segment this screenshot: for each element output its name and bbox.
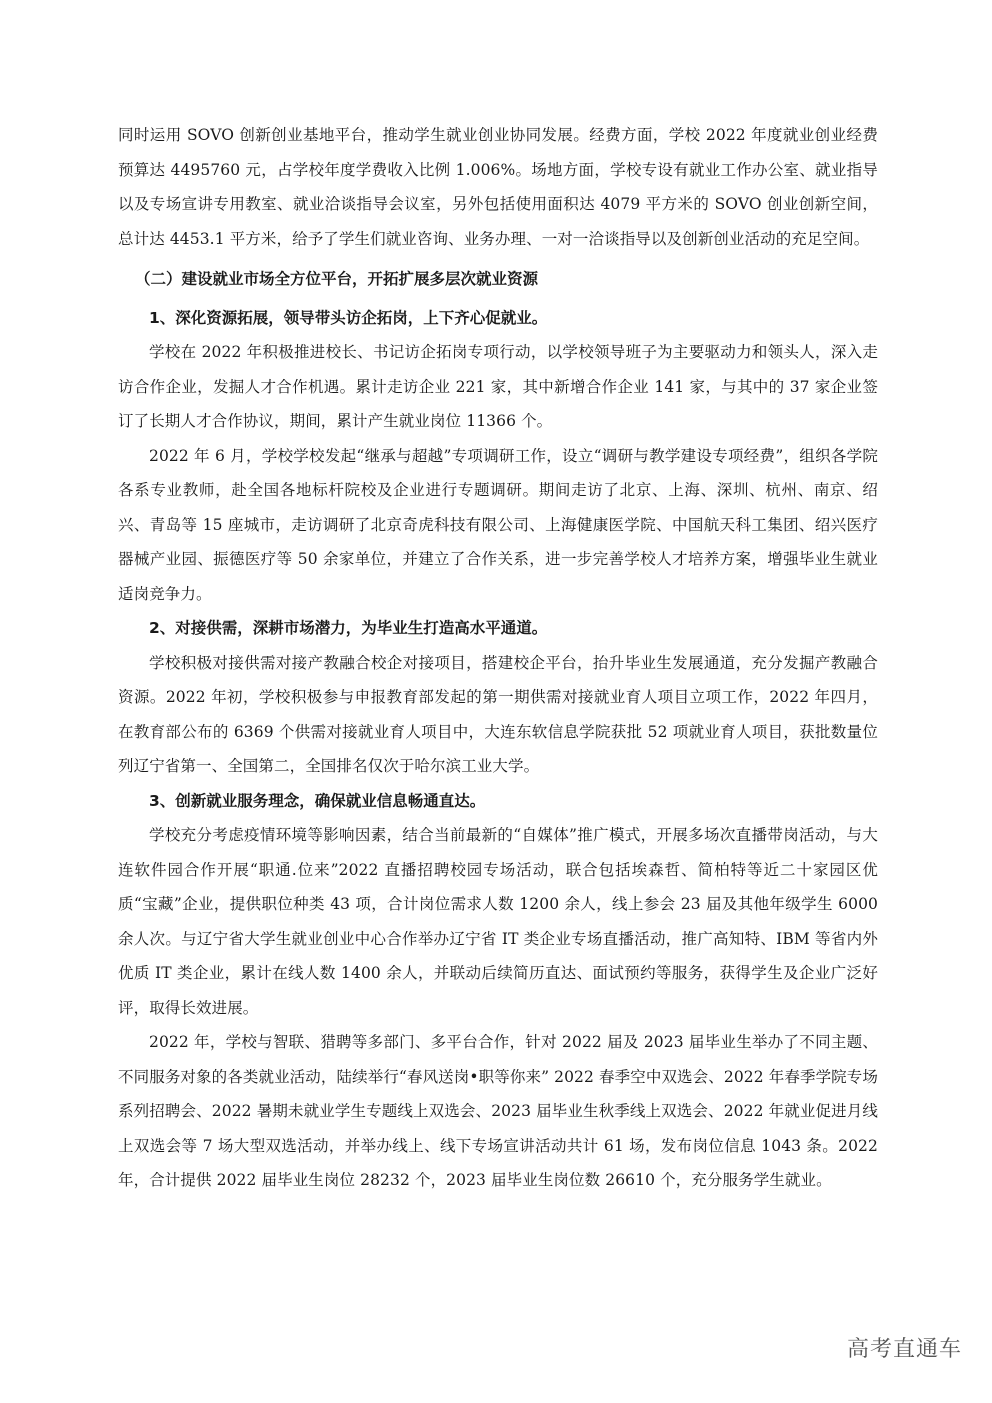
paragraph-research-project: 2022 年 6 月，学校学校发起“继承与超越”专项调研工作，设立“调研与教学建设专项经费”，组织各学院各系专业教师，赴全国各地标杆院校及企业进行专题调研。期间走访了北京、上海、深圳、杭州、南京、绍兴、青岛等 15 座城市，走访调研了北京奇虎科技有限公司、上海健康医学院、中国航天科工集团、绍兴医疗器械产业园、振德医疗等 50 余家单位，并建立了合作关系，进一步完善学校人才培养方案，增强毕业生就业适岗竞争力。: [118, 446, 878, 603]
paragraph-live-recruiting: 学校充分考虑疫情环境等影响因素，结合当前最新的“自媒体”推广模式，开展多场次直播带岗活动，与大连软件园合作开展“职通.位来”2022 直播招聘校园专场活动，联合包括埃森哲、简柏特等近二十家园区优质“宝藏”企业，提供职位种类 43 项，合计岗位需求人数 1200 余人，线上参会 23 届及其他年级学生 6000 余人次。与辽宁省大学生就业创业中心合作举办辽宁省 IT 类企业专场直播活动，推广高知特、IBM 等省内外优质 IT 类企业，累计在线人数 1400 余人，并联动后续简历直达、面试预约等服务，获得学生及企业广泛好评，取得长效进展。: [118, 826, 878, 1017]
paragraph-funding-space: 同时运用 SOVO 创新创业基地平台，推动学生就业创业协同发展。经费方面，学校 2022 年度就业创业经费预算达 4495760 元，占学校年度学费收入比例 1.006%。场地方面，学校专设有就业工作办公室、就业指导以及专场宣讲专用教室、就业洽谈指导会议室，另外包括使用面积达 4079 平方米的 SOVO 创业创新空间，总计达 4453.1 平方米，给予了学生们就业咨询、业务办理、一对一洽谈指导以及创新创业活动的充足空间。: [118, 126, 878, 248]
paragraph-enterprise-visits: 学校在 2022 年积极推进校长、书记访企拓岗专项行动，以学校领导班子为主要驱动力和领头人，深入走访合作企业，发掘人才合作机遇。累计走访企业 221 家，其中新增合作企业 141 家，与其中的 37 家企业签订了长期人才合作协议，期间，累计产生就业岗位 11366 个。: [118, 343, 878, 430]
paragraph-job-fairs: 2022 年，学校与智联、猎聘等多部门、多平台合作，针对 2022 届及 2023 届毕业生举办了不同主题、不同服务对象的各类就业活动，陆续举行“春风送岗•职等你来” 2022 春季空中双选会、2022 年春季学院专场系列招聘会、2022 暑期未就业学生专题线上双选会、2023 届毕业生秋季线上双选会、2022 年就业促进月线上双选会等 7 场大型双选活动，并举办线上、线下专场宣讲活动共计 61 场，发布岗位信息 1043 条。2022 年，合计提供 2022 届毕业生岗位 28232 个，2023 届毕业生岗位数 26610 个，充分服务学生就业。: [118, 1033, 878, 1189]
document-page: [118, 118, 878, 1198]
paragraph-industry-education: 学校积极对接供需对接产教融合校企对接项目，搭建校企平台，抬升毕业生发展通道，充分发掘产教融合资源。2022 年初，学校积极参与申报教育部发起的第一期供需对接就业育人项目立项工作，2022 年四月，在教育部公布的 6369 个供需对接就业育人项目中，大连东软信息学院获批 52 项就业育人项目，获批数量位列辽宁省第一、全国第二，全国排名仅次于哈尔滨工业大学。: [118, 653, 878, 775]
section-heading-employment-market: （二）建设就业市场全方位平台，开拓扩展多层次就业资源: [135, 270, 539, 288]
subheading-service-concept: 3、创新就业服务理念，确保就业信息畅通直达。: [149, 791, 486, 810]
watermark-logo-text: 高考直通车: [846, 1337, 962, 1362]
subheading-supply-demand: 2、对接供需，深耕市场潜力，为毕业生打造高水平通道。: [149, 619, 548, 637]
subheading-resource-expansion: 1、深化资源拓展，领导带头访企拓岗，上下齐心促就业。: [149, 308, 548, 327]
